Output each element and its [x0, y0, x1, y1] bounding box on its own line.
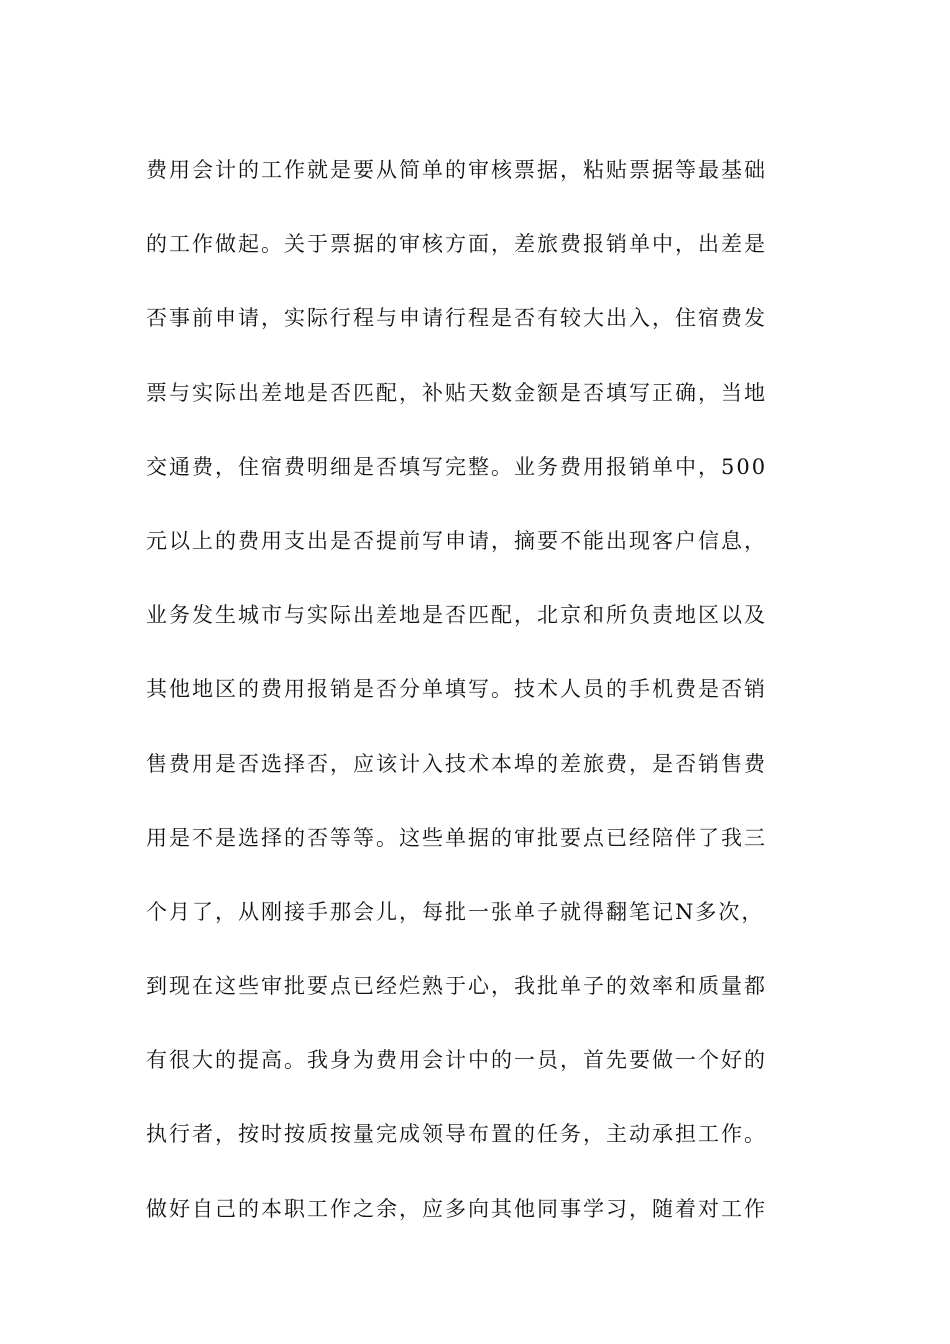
text-line-5: 交通费，住宿费明细是否填写完整。业务费用报销单中，500	[146, 454, 768, 479]
text-line-2: 的工作做起。关于票据的审核方面，差旅费报销单中，出差是	[146, 232, 767, 257]
text-line-11: 个月了，从刚接手那会儿，每批一张单子就得翻笔记N多次，	[146, 899, 765, 924]
text-line-1: 费用会计的工作就是要从简单的审核票据，粘贴票据等最基础	[146, 158, 767, 182]
text-line-9: 售费用是否选择否，应该计入技术本埠的差旅费，是否销售费	[146, 751, 767, 776]
text-line-6: 元以上的费用支出是否提前写申请，摘要不能出现客户信息，	[146, 528, 767, 553]
body-paragraph	[146, 133, 806, 1246]
text-line-10: 用是不是选择的否等等。这些单据的审批要点已经陪伴了我三	[146, 825, 767, 850]
text-line-8: 其他地区的费用报销是否分单填写。技术人员的手机费是否销	[146, 677, 767, 702]
text-line-15: 做好自己的本职工作之余，应多向其他同事学习，随着对工作	[146, 1196, 767, 1221]
text-line-13: 有很大的提高。我身为费用会计中的一员，首先要做一个好的	[146, 1048, 767, 1073]
text-line-4: 票与实际出差地是否匹配，补贴天数金额是否填写正确，当地	[146, 380, 767, 405]
text-line-14: 执行者，按时按质按量完成领导布置的任务，主动承担工作。	[146, 1122, 767, 1147]
text-line-7: 业务发生城市与实际出差地是否匹配，北京和所负责地区以及	[146, 603, 767, 628]
text-line-3: 否事前申请，实际行程与申请行程是否有较大出入，住宿费发	[146, 306, 767, 331]
text-line-12: 到现在这些审批要点已经烂熟于心，我批单子的效率和质量都	[146, 974, 767, 999]
